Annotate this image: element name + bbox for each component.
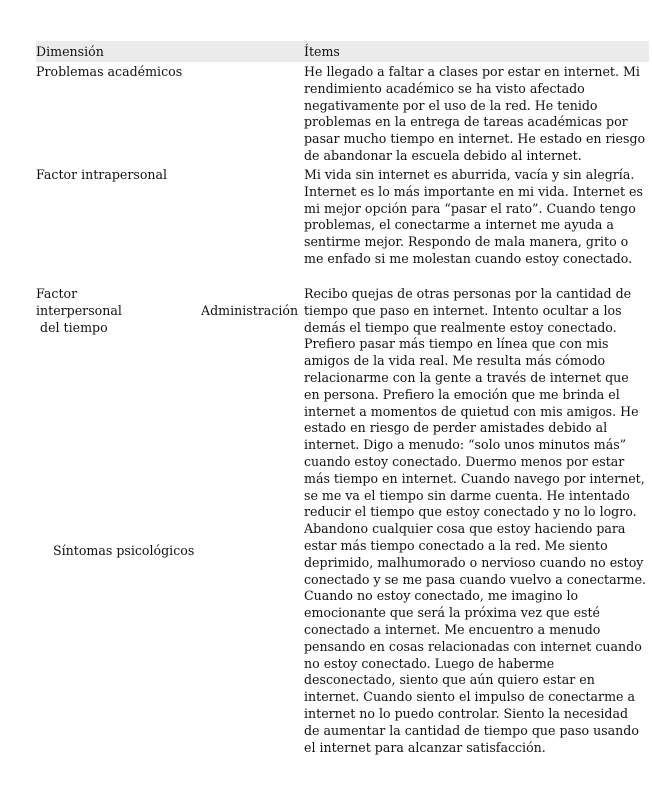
column-header-dimension: Dimensión: [36, 44, 104, 59]
dimension-cell: Factor interpersonal del tiempo: [36, 286, 122, 335]
dimension-label-sintomas: Síntomas psicológicos: [53, 543, 195, 558]
items-text: He llegado a faltar a clases por estar en internet. Mi rendimiento académico se ha visto afectado negativamente por el uso de la red. He tenido problemas en la entrega de tareas académicas por pasar mucho tiempo en internet. He estado en riesgo de abandonar la escuela debido al internet.: [304, 64, 646, 163]
items-cell: [304, 64, 647, 165]
dimension-cell: Problemas académicos: [36, 64, 183, 79]
items-cell: [304, 167, 647, 268]
table-header-row: [36, 41, 649, 62]
column-header-items: Ítems: [304, 44, 340, 59]
items-text: Mi vida sin internet es aburrida, vacía y sin alegría. Internet es lo más importante en mi vida. Internet es mi mejor opción para “pasar el rato”. Cuando tengo problemas, el conectarme a internet me ayuda a sentirme mejor. Respondo de mala manera, grito o me enfado si me molestan cuando estoy conectado.: [304, 167, 643, 266]
items-text: Recibo quejas de otras personas por la cantidad de tiempo que paso en internet. Intento ocultar a los demás el tiempo que realmente estoy conectado. Prefiero pasar más tiempo en línea que con mis amigos de la vida real. Me resulta más cómodo relacionarme con la gente a través de internet que en persona. Prefiero la emoción que me brinda el internet a momentos de quietud con mis amigos. He estado en riesgo de perder amistades debido al internet. Digo a menudo: “solo unos minutos más” cuando estoy conectado. Duermo menos por estar más tiempo en internet. Cuando navego por internet, se me va el tiempo sin darme cuenta. He intentado reducir el tiempo que estoy conectado y no lo logro. Abandono cualquier cosa que estoy haciendo para estar más tiempo conectado a la red. Me siento deprimido, malhumorado o nervioso cuando no estoy conectado y se me pasa cuando vuelvo a conectarme. Cuando no estoy conectado, me imagino lo emocionante que será la próxima vez que esté conectado a internet. Me encuentro a menudo pensando en cosas relacionadas con internet cuando no estoy conectado. Luego de haberme desconectado, siento que aún quiero estar en internet. Cuando siento el impulso de conectarme a internet no lo puedo controlar. Siento la necesidad de aumentar la cantidad de tiempo que paso usando el internet para alcanzar satisfacción.: [304, 286, 647, 755]
dimension-cell: Factor intrapersonal: [36, 167, 168, 182]
items-cell: [304, 286, 647, 756]
dimension-label-administracion: Administración: [201, 303, 299, 318]
